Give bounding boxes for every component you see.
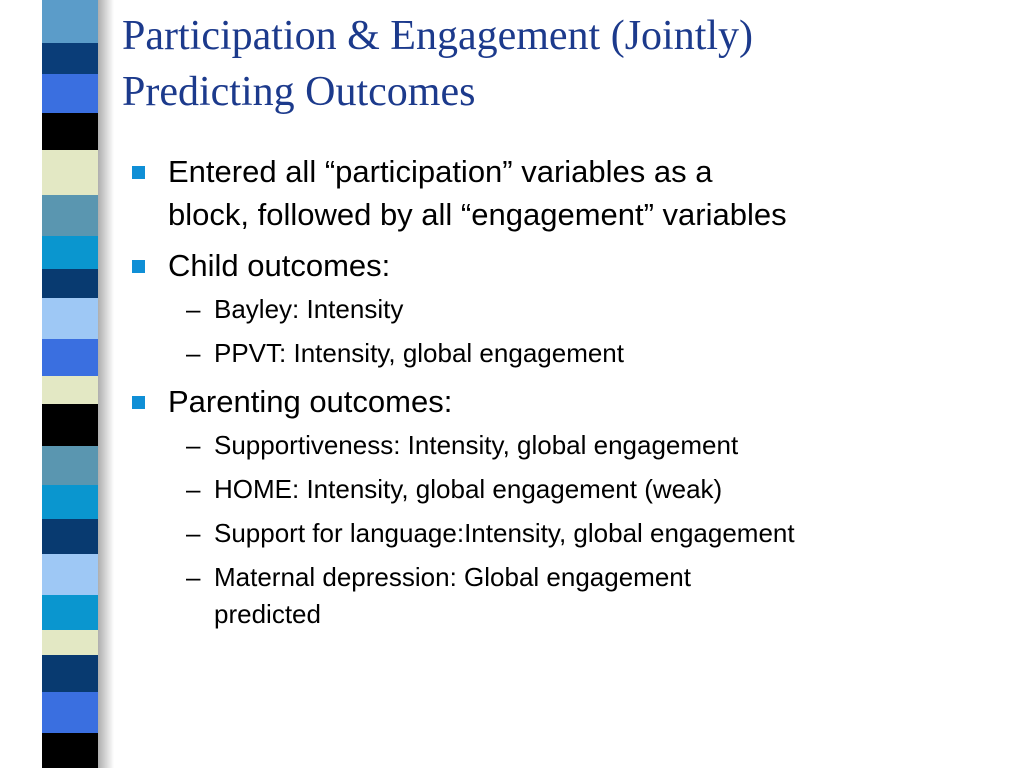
square-bullet-icon — [132, 396, 145, 409]
stripe-segment — [42, 74, 98, 113]
stripe-segment — [42, 339, 98, 376]
bullet-list — [130, 150, 1010, 641]
stripe-segment — [42, 298, 98, 339]
stripe-segment — [42, 692, 98, 733]
stripe-segment — [42, 150, 98, 195]
bullet-text: block, followed by all “engagement” variables — [168, 197, 787, 232]
stripe-segment — [42, 655, 98, 692]
stripe-segment — [42, 554, 98, 595]
stripe-shadow — [98, 0, 114, 768]
sub-bullet-text: predicted — [214, 599, 321, 629]
sub-bullet-text: Maternal depression: Global engagement — [214, 562, 691, 592]
square-bullet-icon — [132, 166, 145, 179]
dash-bullet-icon: – — [186, 294, 201, 324]
stripe-segment — [42, 485, 98, 518]
stripe-segment — [42, 404, 98, 447]
stripe-segment — [42, 269, 98, 298]
dash-bullet-icon: – — [186, 562, 201, 592]
sub-bullet-item — [168, 471, 1010, 508]
bullet-item — [130, 380, 1010, 633]
sub-bullet-item — [168, 291, 1010, 328]
stripe-segment — [42, 733, 98, 768]
sub-bullet-text: Bayley: Intensity — [214, 294, 404, 324]
stripe-segment — [42, 376, 98, 403]
stripe-segment — [42, 630, 98, 655]
bullet-item — [130, 150, 1010, 236]
dash-bullet-icon: – — [186, 474, 201, 504]
stripe-segment — [42, 236, 98, 269]
stripe-segment — [42, 519, 98, 554]
stripe-segment — [42, 195, 98, 236]
stripe-segment — [42, 113, 98, 150]
dash-bullet-icon: – — [186, 338, 201, 368]
sub-bullet-text: HOME: Intensity, global engagement (weak) — [214, 474, 723, 504]
stripe-segment — [42, 0, 98, 43]
sub-bullet-text: Support for language:Intensity, global engagement — [214, 518, 795, 548]
sub-bullet-item — [168, 335, 1010, 372]
title-line-2: Predicting Outcomes — [122, 69, 476, 115]
slide-title — [122, 8, 1002, 120]
decorative-stripe — [42, 0, 98, 768]
bullet-text: Entered all “participation” variables as a — [168, 154, 713, 189]
dash-bullet-icon: – — [186, 518, 201, 548]
sub-bullet-list — [168, 427, 1010, 633]
stripe-segment — [42, 446, 98, 485]
sub-bullet-text: Supportiveness: Intensity, global engagement — [214, 430, 739, 460]
sub-bullet-text: PPVT: Intensity, global engagement — [214, 338, 624, 368]
sub-bullet-item — [168, 515, 1010, 552]
sub-bullet-list — [168, 291, 1010, 372]
bullet-item — [130, 244, 1010, 372]
sub-bullet-item — [168, 427, 1010, 464]
dash-bullet-icon: – — [186, 430, 201, 460]
title-line-1: Participation & Engagement (Jointly) — [122, 13, 754, 59]
sub-bullet-item — [168, 559, 1010, 633]
stripe-segment — [42, 595, 98, 630]
square-bullet-icon — [132, 260, 145, 273]
stripe-segment — [42, 43, 98, 74]
bullet-text: Parenting outcomes: — [168, 384, 453, 419]
bullet-text: Child outcomes: — [168, 248, 391, 283]
